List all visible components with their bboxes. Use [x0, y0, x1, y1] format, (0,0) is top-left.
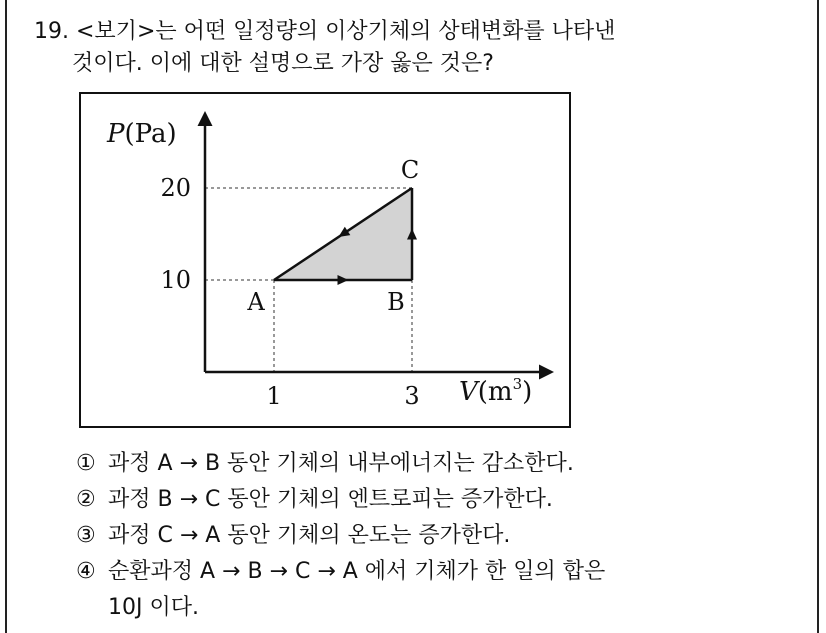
choice-2-number: ② [76, 487, 96, 512]
point-label-c: C [400, 156, 420, 184]
question-line-1: <보기>는 어떤 일정량의 이상기체의 상태변화를 나타낸 [76, 19, 616, 44]
pv-diagram-chart [81, 94, 569, 426]
question-text [34, 16, 615, 80]
y-axis-label [106, 119, 177, 149]
point-label-b: B [387, 288, 405, 316]
question-number: 19. [34, 19, 69, 44]
y-axis-symbol: P [107, 119, 125, 149]
x-axis-label [459, 375, 532, 407]
choice-4[interactable] [76, 554, 605, 626]
question-line-2: 것이다. 이에 대한 설명으로 가장 옳은 것은? [72, 51, 494, 76]
choice-1-number: ① [76, 451, 96, 476]
x-axis-unit-superscript: 3 [512, 375, 523, 393]
point-label-a: A [247, 288, 265, 316]
choice-3[interactable] [76, 518, 605, 554]
choice-1-text: 과정 A → B 동안 기체의 내부에너지는 감소한다. [108, 451, 574, 476]
choice-4-text-continued: 10J 이다. [108, 595, 199, 620]
y-axis-unit: (Pa) [124, 119, 177, 149]
choice-4-text: 순환과정 A → B → C → A 에서 기체가 한 일의 합은 [108, 559, 606, 584]
x-tick-label-1: 1 [266, 382, 282, 410]
pv-diagram-figure [79, 92, 571, 428]
frame-right-border [817, 0, 819, 633]
choice-3-text: 과정 C → A 동안 기체의 온도는 증가한다. [108, 523, 511, 548]
answer-choices [76, 446, 605, 626]
choice-2-text: 과정 B → C 동안 기체의 엔트로피는 증가한다. [108, 487, 553, 512]
frame-left-border [5, 0, 7, 633]
x-axis-symbol: V [459, 377, 478, 407]
x-axis-unit-close: ) [522, 377, 533, 407]
x-axis-unit: (m [477, 377, 513, 407]
choice-2[interactable] [76, 482, 605, 518]
y-tick-label-20: 20 [160, 174, 191, 202]
choice-1[interactable] [76, 446, 605, 482]
x-tick-label-3: 3 [404, 382, 420, 410]
y-tick-label-10: 10 [160, 266, 191, 294]
choice-4-number: ④ [76, 559, 96, 584]
choice-3-number: ③ [76, 523, 96, 548]
